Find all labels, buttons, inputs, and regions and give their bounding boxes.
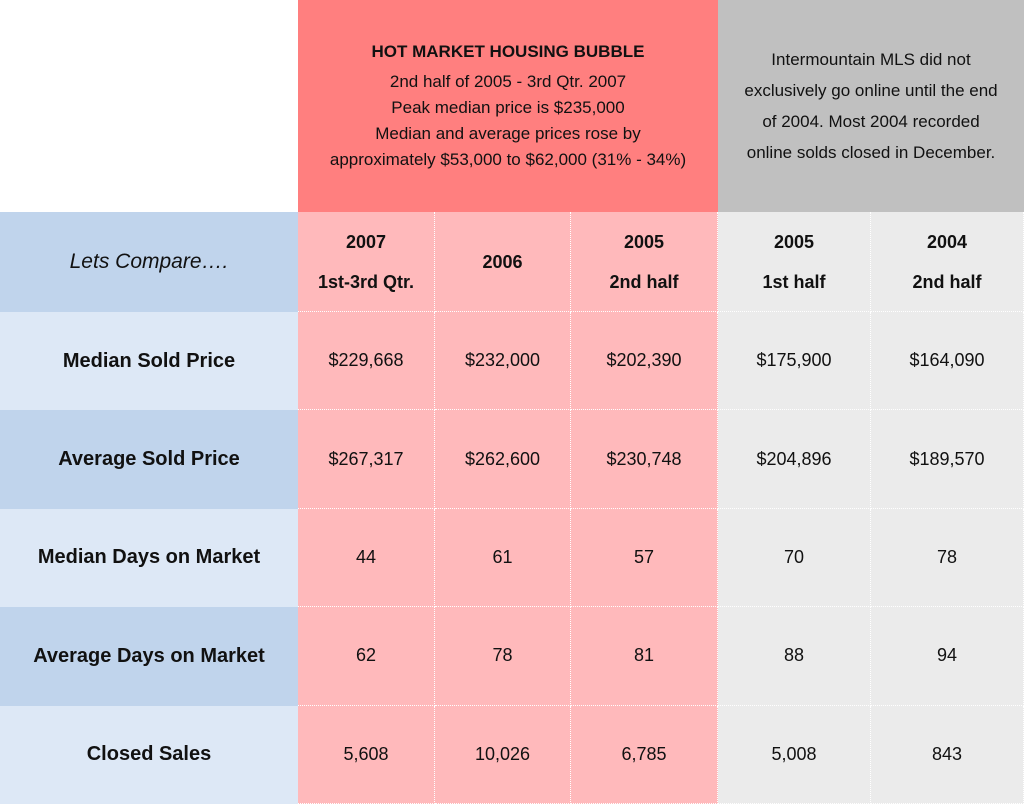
table-cell: 81 <box>571 607 718 705</box>
table-cell: 5,008 <box>718 706 871 804</box>
column-header-line1: 2004 <box>926 231 968 252</box>
table-cell: $204,896 <box>718 410 871 508</box>
table-cell: 61 <box>435 509 571 607</box>
hot-market-title: HOT MARKET HOUSING BUBBLE <box>371 42 645 61</box>
table-cell: 78 <box>435 607 571 705</box>
column-header <box>718 212 871 312</box>
table-cell: $164,090 <box>871 312 1024 410</box>
row-label: Average Days on Market <box>0 607 298 705</box>
table-cell: 57 <box>571 509 718 607</box>
hot-market-line: approximately $53,000 to $62,000 (31% - 34%) <box>329 150 687 169</box>
column-header-line1: 2007 <box>345 231 387 252</box>
row-label: Median Days on Market <box>0 509 298 607</box>
mls-note-line: Intermountain MLS did not <box>771 50 971 69</box>
table-cell: 88 <box>718 607 871 705</box>
column-header-line2: 2nd half <box>912 271 982 292</box>
column-header <box>571 212 718 312</box>
mls-note-line: of 2004. Most 2004 recorded <box>762 112 980 131</box>
table-cell: 44 <box>298 509 435 607</box>
column-header-line2: 1st-3rd Qtr. <box>317 271 415 292</box>
table-cell: 5,608 <box>298 706 435 804</box>
table-cell: $262,600 <box>435 410 571 508</box>
row-label: Median Sold Price <box>0 312 298 410</box>
table-cell: 62 <box>298 607 435 705</box>
table-cell: $267,317 <box>298 410 435 508</box>
hot-market-line: Median and average prices rose by <box>375 124 641 143</box>
table-cell: $232,000 <box>435 312 571 410</box>
table-cell: 94 <box>871 607 1024 705</box>
compare-label: Lets Compare…. <box>0 212 298 312</box>
table-cell: 70 <box>718 509 871 607</box>
column-header-line1: 2005 <box>623 231 665 252</box>
table-cell: 78 <box>871 509 1024 607</box>
mls-note-line: exclusively go online until the end <box>744 81 998 100</box>
column-header <box>298 212 435 312</box>
column-header <box>435 212 571 312</box>
column-header-line1: 2005 <box>773 231 815 252</box>
table-cell: $175,900 <box>718 312 871 410</box>
column-header-line2: 1st half <box>762 271 826 292</box>
mls-note <box>718 0 1024 212</box>
row-label: Closed Sales <box>0 706 298 804</box>
column-header-line1: 2006 <box>482 251 523 272</box>
table-cell: 10,026 <box>435 706 571 804</box>
hot-market-line: Peak median price is $235,000 <box>391 98 625 117</box>
row-label: Average Sold Price <box>0 410 298 508</box>
table-cell: $229,668 <box>298 312 435 410</box>
table-cell: 6,785 <box>571 706 718 804</box>
table-cell: $202,390 <box>571 312 718 410</box>
hot-market-line: 2nd half of 2005 - 3rd Qtr. 2007 <box>389 72 627 91</box>
table-cell: $230,748 <box>571 410 718 508</box>
column-header <box>871 212 1024 312</box>
table-cell: 843 <box>871 706 1024 804</box>
hot-market-note <box>298 0 718 212</box>
table-cell: $189,570 <box>871 410 1024 508</box>
mls-note-line: online solds closed in December. <box>746 143 996 162</box>
column-header-line2: 2nd half <box>609 271 679 292</box>
